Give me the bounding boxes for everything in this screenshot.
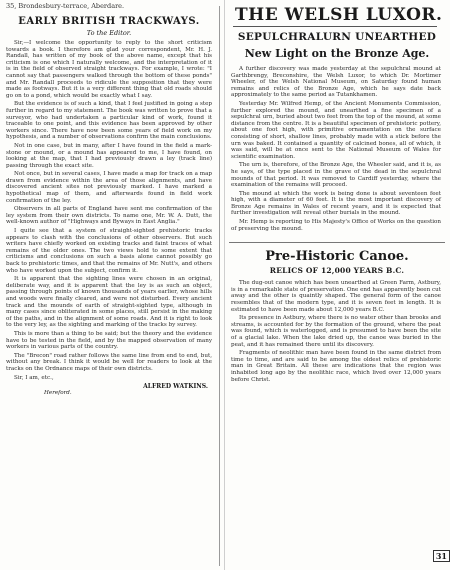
letter-place: Hereford.: [44, 390, 72, 397]
page-number: 31: [433, 550, 450, 562]
article-paragraph: Yesterday Mr. Wilfred Hemp, of the Ancient Monuments Commission, further explored the mound, and unearthed a fine specimen of a sepulchral urn, buried about two feet from the top of the mound, at some distance from the centre. It is a beautiful specimen of prehistoric pottery, about one foot high, with primitive ornamentation on the surface consisting of short, shallow lines, probably made with a stick before the urn was baked. It contained a quantity of calcined bones, all of which, it was said, will be at once sent to the National Museum of Wales for scientific examination.: [231, 100, 441, 160]
canoe-subheadline: RELICS OF 12,000 YEARS B.C.: [269, 266, 405, 276]
article-paragraph: The urn is, therefore, of the Bronze Age, the Wheeler said, and it is, as he says, of the type placed in the grave of the dead in the sepulchral mounds of that period. It was removed to Cardiff yesterday, where the examination of the remains will proceed.: [231, 162, 441, 189]
left-column: [4, 0, 214, 570]
column-divider: [219, 6, 220, 566]
article-paragraph: A further discovery was made yesterday at the sepulchral mound at Garthbrengy, Breconshire, the Welsh Luxor, to which Dr. Mortimer Wheeler, of the Welsh National Museum, on Saturday found human remains and relics of the Bronze Age, which he says date back approximately to the same period as Tutankhamen.: [231, 66, 441, 99]
letter-paragraph: The "Brecon" road rather follows the same line from end to end, but, without any break. I think it would be well for readers to look at the tracks on the Ordnance maps of their own districts.: [6, 352, 212, 372]
sender-address: 35, Brondesbury-terrace, Aberdare.: [6, 2, 125, 10]
sepulchral-urn-headline: SEPULCHRALURN UNEARTHED: [237, 31, 437, 43]
letter-signature: ALFRED WATKINS.: [143, 383, 208, 391]
canoe-headline: Pre-Historic Canoe.: [229, 242, 445, 264]
article-paragraph: Mr. Hemp is reporting to His Majesty's Office of Works on the question of preserving the mound.: [231, 219, 441, 232]
masthead-rule: [233, 26, 437, 27]
letter-paragraph: Observers in all parts of England have sent me confirmation of the ley system from their own districts. To name one, Mr. W. A. Dutt, the well-known author of "Highways and Byways in East Anglia.": [6, 206, 212, 226]
letter-paragraph: Sir, I am, etc.,: [14, 374, 54, 381]
trackways-headline: EARLY BRITISH TRACKWAYS.: [18, 16, 200, 27]
right-column: [224, 0, 445, 570]
letter-paragraph: But the evidence is of such a kind, that I feel justified in going a step further in regard to my statement. The book was written to prove that a surveyor, who had undertaken a particular kind of work, found it traceable to one point, and this evidence has been approved by other workers since. There have now been some years of field work on my hypothesis, and a number of observations confirm the main conclusions.: [6, 101, 212, 141]
article-paragraph: The dug-out canoe which has been unearthed at Green Farm, Astbury, is in a remarkable state of preservation. One end has apparently been cut away and the other is quaintly shaped. The general form of the canoe resembles that of the modern type, and it is seven feet in length. It is estimated to have been made about 12,000 years B.C.: [231, 280, 441, 313]
article-paragraph: Its presence in Astbury, where there is no water other than brooks and streams, is accounted for by the formation of the ground, where the peat was found, which is waterlogged, and is presumed to have been the site of a glacial lake. When the lake dried up, the canoe was buried in the peat, and it has remained there until its discovery.: [231, 315, 441, 348]
article-paragraph: The mound at which the work is being done is about seventeen feet high, with a diameter of 60 feet. It is the most important discovery of Bronze Age remains in Wales of recent years, and it is expected that further investigation will reveal other burials in the mound.: [231, 190, 441, 217]
letter-paragraph: Not once, but in several cases, I have made a map for track on a map drawn from evidence within the area of those alignments, and have discovered ancient sites not previously marked. I have marked a hypothetical map of them, and afterwards found in field work confirmation of the ley.: [6, 171, 212, 204]
welsh-luxor-masthead: THE WELSH LUXOR.: [235, 5, 443, 25]
letter-paragraph: Not in one case, but in many, after I have found in the field a mark-stone or mound, or a mound has appeared to me, I have found, on looking at the map, that I had previously drawn a ley (track line) passing through the exact site.: [6, 142, 212, 169]
canoe-article-body: [231, 280, 441, 383]
letter-paragraph: This is more than a thing to be said; but the theory and the evidence have to be tested in the field, and by the mapped observation of many workers in various parts of the country.: [6, 330, 212, 351]
letter-paragraph: I quite see that a system of straight-sighted prehistoric tracks appears to clash with the conclusions of other observers. But such writers have chiefly worked on existing tracks and faint traces of what remains of the older ones. The two views hold to some extent that criticisms and conclusions on such a basis alone cannot possibly go back to prehistoric times, and that the remains of Mr. Nutt's, and others who have worked upon the subject, confirm it.: [6, 228, 212, 274]
trackways-letter-body: [6, 40, 212, 381]
letter-paragraph: It is apparent that the sighting lines were chosen in an original, deliberate way, and it is apparent that the ley is as such an object, passing through points of known thousands of years earlier, whose hills and woods were finally cleared, and were not disturbed. Every ancient track and the mounds of earth of straight-sighted type, although in many cases since obliterated in some places, still persist in the making of the paths, and in the alignment of some roads. And it is right to look to the very ley, as the sighting and marking of the tracks by survey.: [6, 276, 212, 329]
urn-article-body: [231, 66, 441, 232]
letter-paragraph: Sir,—I welcome the opportunity to reply to the short criticism towards a book. I therefore am glad your correspondent, Mr. H. J. Randall, has written of my book of the above name, except that his criticism is one which I naturally welcome, and the interpretation of it is in the field of observed straight trackways. For example, I wrote: "I cannot say that passengers walked through the bottom of these ponds" and Mr. Randall proceeds to ridicule the supposition that they were made as footways. But it is a very different thing that old roads should go on to a pond, which would be exactly what I say.: [6, 40, 212, 99]
article-paragraph: Fragments of neolithic man have been found in the same district from time to time, and are said to be among the oldest relics of prehistoric man in Great Britain. All these are indications that the region was inhabited long ago by the neolithic race, which lived over 12,000 years before Christ.: [231, 350, 441, 383]
to-editor-line: To the Editor.: [86, 29, 132, 37]
bronze-age-subheadline: New Light on the Bronze Age.: [244, 47, 430, 60]
